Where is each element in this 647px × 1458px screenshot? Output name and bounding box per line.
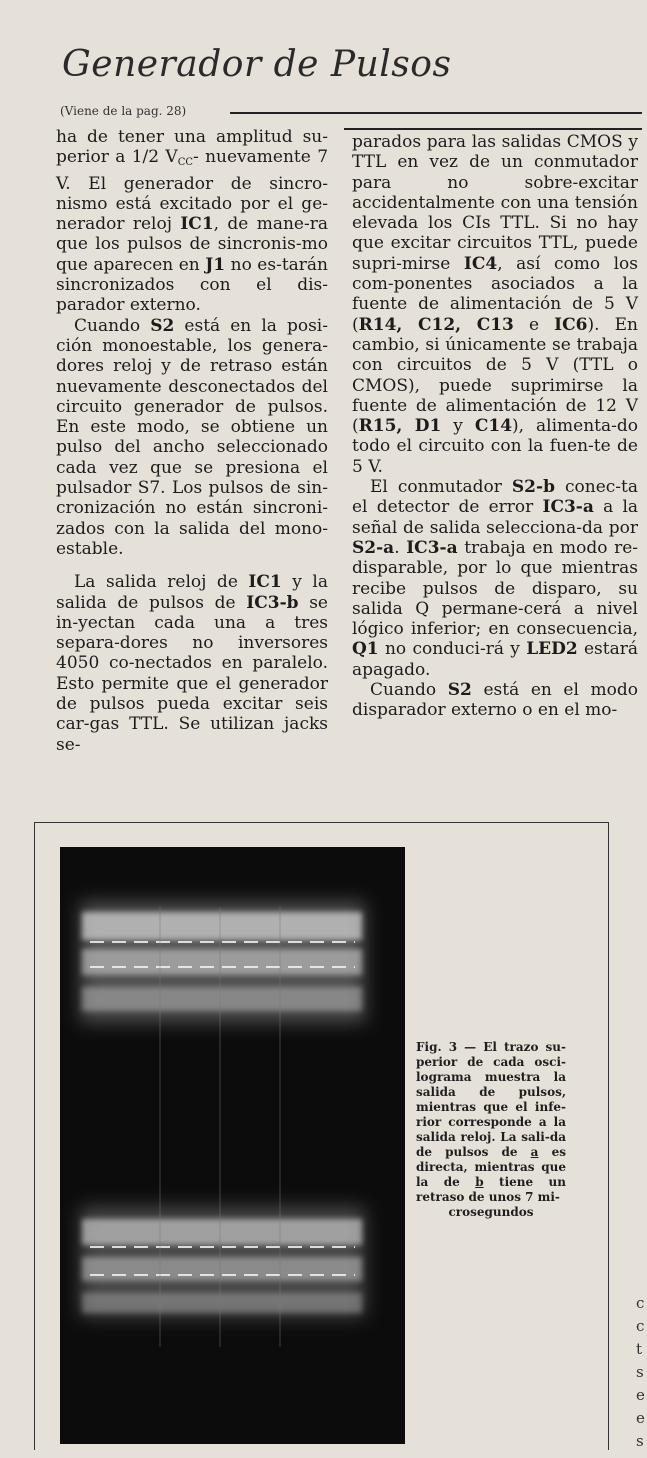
cropped-text-fragment: e [636,1386,645,1404]
paragraph: El conmutador S2-b conec-ta el detector de error IC3-a a la señal de salida selecciona-da por S2-a. IC3-a trabaja en modo re-disparable, por lo que mientras recibe pulsos de disparo, su salida Q permane-cerá a nivel lógico inferior; en consecuencia, Q1 no conduci-rá y LED2 estará apagado. [352,477,639,680]
paragraph: La salida reloj de IC1 y la salida de pulsos de IC3-b se in-yectan cada una a tres separa-dores no inversores 4050 co-nectados en paralelo. Esto permite que el generador de pulsos pueda excitar seis car-gas TTL. Se utilizan jacks se- [56,572,328,755]
right-column [352,132,638,721]
paragraph: Cuando S2 está en la posi-ción monoestable, los genera-dores reloj y de retraso están nuevamente desconectados del circuito generador de pulsos. En este modo, se obtiene un pulso del ancho seleccionado cada vez que se presiona el pulsador S7. Los pulsos de sin-cronización no están sincroni-zados con la salida del mono-estable. [56,315,328,559]
oscillogram-image [60,847,405,1444]
article-title: Generador de Pulsos [62,44,452,85]
cropped-text-fragment: t [636,1340,643,1358]
paragraph: parados para las salidas CMOS y TTL en vez de un conmutador para no sobre-excitar accidentalmente con una tensión elevada los CIs TTL. Si no hay que excitar circuitos TTL, puede supri-mirse IC4, así como los com-ponentes asociados a la fuente de alimentación de 5 V (R14, C12, C13 e IC6). En cambio, si únicamente se trabaja con circuitos de 5 V (TTL o CMOS), puede suprimirse la fuente de alimentación de 12 V (R15, D1 y C14), alimenta-do todo el circuito con la fuen-te de 5 V. [352,132,638,477]
header-rule [230,112,642,114]
paragraph: ha de tener una amplitud su- perior a 1/2 $V_{CC}-$ nuevamente 7 V. El generador de sincro-nismo está excitado por el ge-nerador reloj IC1, de mane-ra que los pulsos de sincronis-mo que aparecen en J1 no es-tarán sincronizados con el dis-parador externo. [56,127,329,316]
column-rule [344,128,642,130]
cropped-text-fragment: s [636,1432,644,1450]
continued-note: (Viene de la pag. 28) [60,104,187,118]
oscilloscope-photo [60,847,405,1444]
cropped-text-fragment: c [636,1317,645,1335]
paragraph: Cuando S2 está en el modo disparador externo o en el mo- [352,680,638,721]
cropped-text-fragment: c [636,1294,645,1312]
figure-caption: Fig. 3 — El trazo su-perior de cada osci-lograma muestra la salida de pulsos, mientras que el infe-rior corresponde a la salida reloj. La sali-da de pulsos de a es directa, mientras que la de b tiene un retraso de unos 7 mi- crosegundos [416,1040,567,1219]
left-column [56,127,328,755]
cropped-text-fragment: e [636,1409,645,1427]
cropped-text-fragment: s [636,1363,644,1381]
